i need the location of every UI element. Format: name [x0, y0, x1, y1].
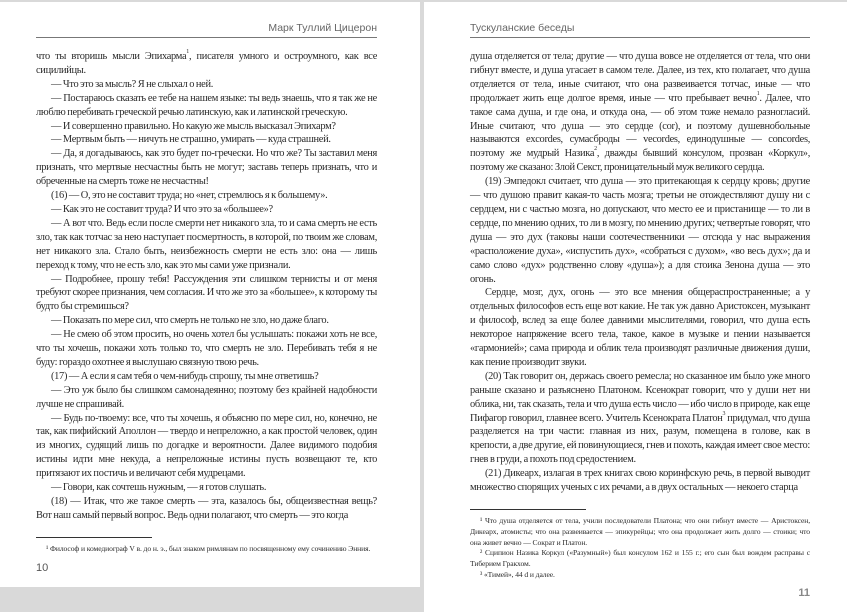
footnote-mark: ²	[480, 548, 483, 558]
footnote-divider	[470, 509, 586, 510]
running-header: Марк Туллий Цицерон	[36, 22, 377, 38]
text-run: — Говори, как сочтешь нужным, — я готов слушать.	[51, 482, 267, 494]
paragraph	[470, 370, 810, 467]
paragraph	[36, 314, 377, 328]
text-run: , писателя умного и остроумного, как все сицилийцы.	[36, 51, 378, 76]
paragraph	[36, 328, 377, 370]
text-run: , дважды бывший консулом, прозван «Коркул», поэтому же сказано: Злой Секст, проницательный муж великого сердца.	[470, 148, 810, 174]
text-run: что ты вторишь мысли Эпихарма	[36, 51, 187, 62]
footnote	[36, 544, 377, 555]
text-run: (21) Дикеарх, излагая в трех книгах свою коринфскую речь, в первой выводит множество спорящих ученых с их речами, а в двух остальных — некоего старца	[470, 468, 810, 494]
footnote	[470, 548, 810, 570]
paragraph	[470, 286, 810, 369]
footnote-ref: 3	[722, 410, 726, 417]
paragraph	[36, 78, 377, 92]
footnote	[470, 516, 810, 548]
text-run: (19) Эмпедокл считает, что душа — это притекающая к сердцу кровь; другие — что душою правит какая-то часть мозга; третьи не отождествляют душу ни с сердцем, ни с частью мозга, но допускают, что место ее и пристанище — то ли в сердце, по мнению одних, то ли в мозгу, по мнению других; четвертые говорят, что душа — это дух (таковы наши соотечественники — отсюда у нас выражения «расположение духа», «испустить дух», «собраться с духом», «во весь дух»; да и само слово «дух» родственно слову «душа»); а для стоика Зенона душа — это огонь.	[470, 176, 810, 285]
paragraph	[36, 412, 377, 482]
paragraph	[36, 273, 377, 315]
footnote-mark: ³	[480, 569, 483, 579]
footnote-ref: 2	[594, 146, 597, 153]
paragraph	[36, 189, 377, 203]
footnote-divider	[36, 537, 152, 538]
text-run: — Как это не составит труда? И что это за «большее»?	[51, 203, 273, 215]
paragraph	[36, 370, 377, 384]
text-run: — Будь по-твоему: все, что ты хочешь, я объясню по мере сил, но, конечно, не так, как пифийский Аполлон — твердо и непреложно, а как простой человек, один из многих, судящий лишь по догадке и вероятности. Далее видимого подобия истины идти мне некуда, а непреложные истины пусть возвещают те, кто притязают их постичь и величают себя мудрецами.	[36, 412, 377, 480]
paragraph	[36, 481, 377, 495]
paragraph	[36, 495, 377, 523]
text-run: — Мертвым быть — ничуть не страшно, умирать — куда страшней.	[51, 134, 331, 146]
text-run: — Что это за мысль? Я не слыхал о ней.	[51, 78, 214, 90]
footnotes	[470, 516, 810, 581]
text-run: — Подробнее, прошу тебя! Рассуждения эти слишком тернисты и от меня требуют скорее признания, чем согласия. И что же это за «большее», к которому ты будто бы стремишься?	[36, 273, 377, 313]
text-run: — Постараюсь сказать ее тебе на нашем языке: ты ведь знаешь, что я так же не люблю перебивать греческой речью латинскую, как и латинской греческую.	[36, 92, 377, 118]
paragraph	[36, 120, 377, 134]
paragraph	[470, 50, 810, 175]
footnote-text: «Тимей», 44 d и далее.	[482, 569, 555, 579]
body-text	[470, 50, 810, 495]
text-run: . Далее, что такое сама душа, и где она, и откуда она, — об этом тоже немало разногласий. Иные считают, что душа — это сердце (cor), и поэтому душевнобольные называются excordes, сумасброды — vecordes, единодушные — concordes, поэтому же мудрый Назика	[470, 92, 810, 160]
paragraph	[36, 92, 377, 120]
text-run: — Показать по мере сил, что смерть не только не зло, но даже благо.	[51, 315, 329, 327]
text-run: — И совершенно правильно. Но какую же мысль высказал Эпихарм?	[51, 120, 336, 132]
text-run: душа отделяется от тела; другие — что душа вовсе не отделяется от тела, что они гибнут вместе, и душа угасает в самом теле. Далее, из тех, кто полагает, что душа отделяется от тела, иные считают, что она развеивается тотчас, иные — что продолжает жить еще долгое время, иные — что пребывает вечно	[470, 51, 810, 104]
paragraph	[36, 203, 377, 217]
text-run: (16) — О, это не составит труда; но «нет, стремлюсь я к большему».	[51, 190, 328, 202]
paragraph	[36, 133, 377, 147]
body-text	[36, 50, 377, 523]
footnote-mark: ¹	[480, 516, 483, 525]
footnotes	[36, 544, 377, 555]
paragraph	[36, 384, 377, 412]
page-number: 11	[798, 586, 810, 599]
footnote-ref: 1	[186, 49, 189, 55]
text-run: — А вот что. Ведь если после смерти нет никакого зла, то и сама смерть не есть зло, так как тотчас за нею наступает посмертность, в которой, по твоим же словам, нет никакого зла. Стало быть, неизбежность смерти не есть зло: она — лишь переход к тому, что не есть зло, как это мы сами уже признали.	[36, 217, 377, 271]
text-run: — Да, я догадываюсь, как это будет по-гречески. Но что же? Ты заставил меня признать, что мертвые несчастны быть не могут; заставь теперь признать, что и обреченные на смерть тоже не несчастны!	[36, 148, 377, 188]
text-run: (17) — А если я сам тебя о чем-нибудь спрошу, ты мне ответишь?	[51, 370, 319, 382]
footnote-text: Что душа отделяется от тела, учили последователи Платона; что они гибнут вместе — Аристоксен, Дикеарх, атомисты; что она развеивается — эпикурейцы; что она продолжает жить долго — стоики; что она живет вечно — Сократ и Платон.	[470, 516, 810, 547]
text-run: — Это уж было бы слишком самонадеянно; поэтому без крайней надобности лучше не спрашивай.	[36, 384, 377, 410]
paragraph	[36, 217, 377, 273]
footnote-text: Сципион Назика Коркул («Разумный») был консулом 162 и 155 г.; его сын был вождем расправы с Тиберием Гракхом.	[470, 548, 810, 569]
paragraph	[36, 50, 377, 78]
footnote-mark: ¹	[46, 543, 49, 553]
paragraph	[36, 147, 377, 189]
page-number: 10	[36, 562, 49, 574]
text-run: (20) Так говорит он, держась своего ремесла; но сказанное им было уже много раньше сказано и разъяснено Платоном. Ксенократ говорит, что у души нет ни облика, ни, так сказать, тела и что душа есть число — ибо число в природе, как еще Пифагор говорил, главнее всего. Учитель Ксенократа Платон	[470, 370, 810, 424]
text-run: — Не смею об этом просить, но очень хотел бы услышать: покажи хоть не все, что ты хочешь, покажи хоть только то, что смерть не зло. Перебивать тебя я не буду: гораздо охотнее я выслушаю связную твою речь.	[36, 329, 377, 368]
paragraph	[470, 175, 810, 286]
footnote-text: Философ и комедиограф V в. до н. э., был знаком римлянам по посвященному ему сочинению Энния.	[48, 543, 371, 553]
text-run: придумал, что душа разделяется на три части: главная из них, разум, помещена в голове, как в крепости, а две другие, ей повинующиеся, гнев и похоть, каждая имеет свое место: гнев в груди, а похоть под средостением.	[470, 412, 810, 466]
paragraph	[470, 467, 810, 495]
right-page	[424, 2, 847, 612]
footnote-ref: 1	[756, 90, 760, 97]
running-header: Тускуланские беседы	[470, 22, 810, 38]
text-run: (18) — Итак, что же такое смерть — эта, казалось бы, общеизвестная вещь? Вот наш самый первый вопрос. Ведь одни полагают, что смерть — это когда	[36, 496, 377, 521]
footnote	[470, 570, 810, 581]
left-page	[0, 2, 420, 587]
text-run: Сердце, мозг, дух, огонь — это все мнения общераспространенные; а у отдельных философов есть еще вот какие. Не так уж давно Аристоксен, музыкант и философ, вслед за еще более давними мыслителями, говорил, что душа есть некоторое напряжение всего тела, такое, какое в музыке и пении называется «гармонией»; сама природа и облик тела производят различные движения души, как пение производит звуки.	[470, 287, 810, 368]
